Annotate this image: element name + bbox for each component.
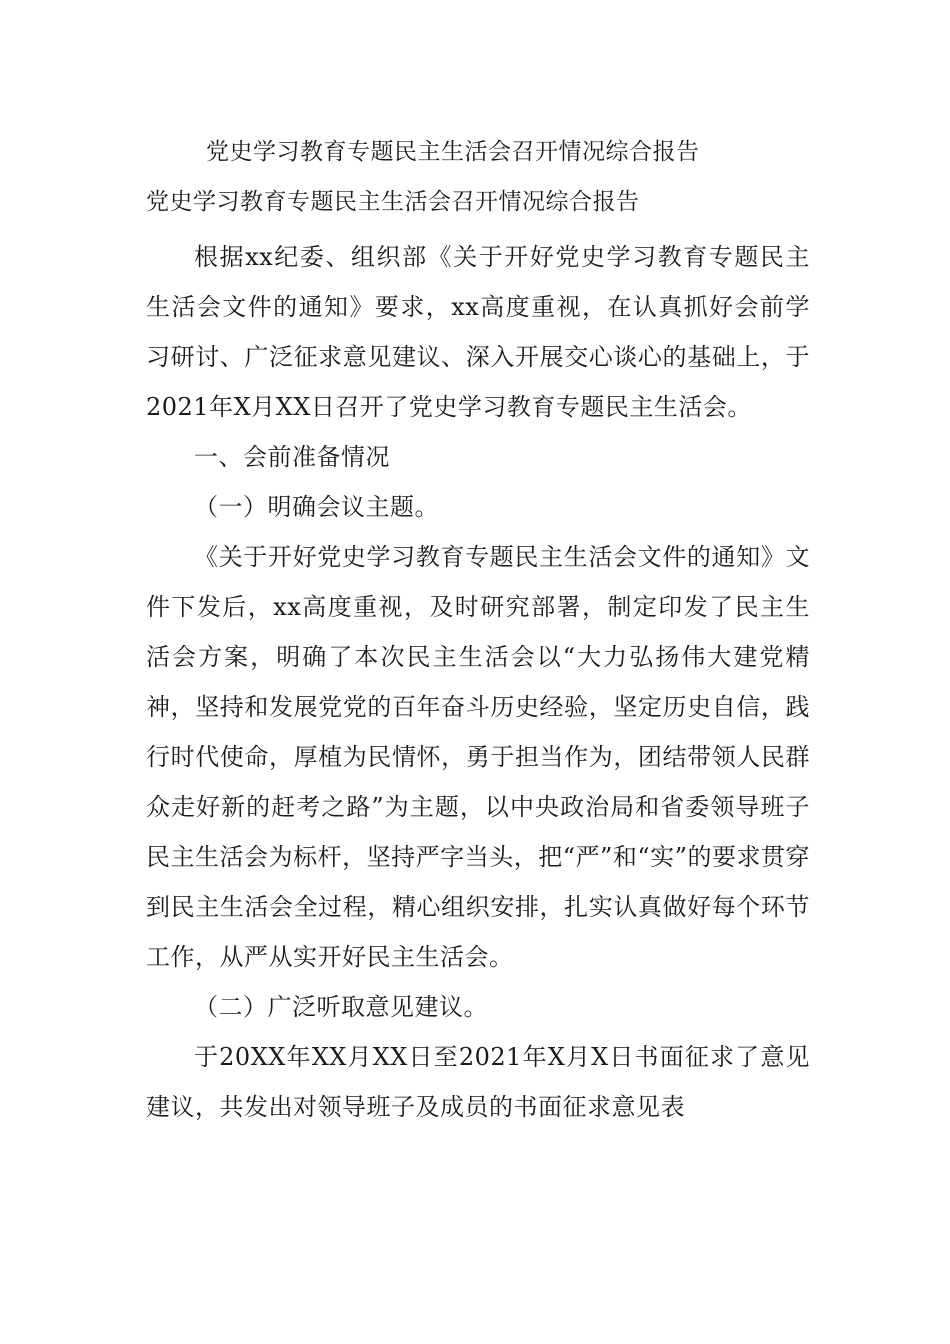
document-body <box>146 232 810 1132</box>
section-heading-preparation: 一、会前准备情况 <box>194 443 390 471</box>
paragraph-intro: 根据xx纪委、组织部《关于开好党史学习教育专题民主生活会文件的通知》要求，xx高度重视，在认真抓好会前学习研讨、广泛征求意见建议、深入开展交心谈心的基础上，于2021年X月XX日召开了党史学习教育专题民主生活会。 <box>146 243 810 421</box>
subsection-heading-theme: （一）明确会议主题。 <box>194 493 439 521</box>
subsection-heading-opinions: （二）广泛听取意见建议。 <box>194 993 488 1021</box>
document-subtitle: 党史学习教育专题民主生活会召开情况综合报告 <box>146 189 640 215</box>
document-title: 党史学习教育专题民主生活会召开情况综合报告 <box>206 139 700 165</box>
paragraph-theme: 《关于开好党史学习教育专题民主生活会文件的通知》文件下发后，xx高度重视，及时研究部署，制定印发了民主生活会方案，明确了本次民主生活会以“大力弘扬伟大建党精神，坚持和发展党党的百年奋斗历史经验，坚定历史自信，践行时代使命，厚植为民情怀，勇于担当作为，团结带领人民群众走好新的赶考之路”为主题，以中央政治局和省委领导班子民主生活会为标杆，坚持严字当头，把“严”和“实”的要求贯穿到民主生活会全过程，精心组织安排，扎实认真做好每个环节工作，从严从实开好民主生活会。 <box>146 543 810 971</box>
paragraph-opinions: 于20XX年XX月XX日至2021年X月X日书面征求了意见建议，共发出对领导班子及成员的书面征求意见表 <box>146 1043 810 1121</box>
